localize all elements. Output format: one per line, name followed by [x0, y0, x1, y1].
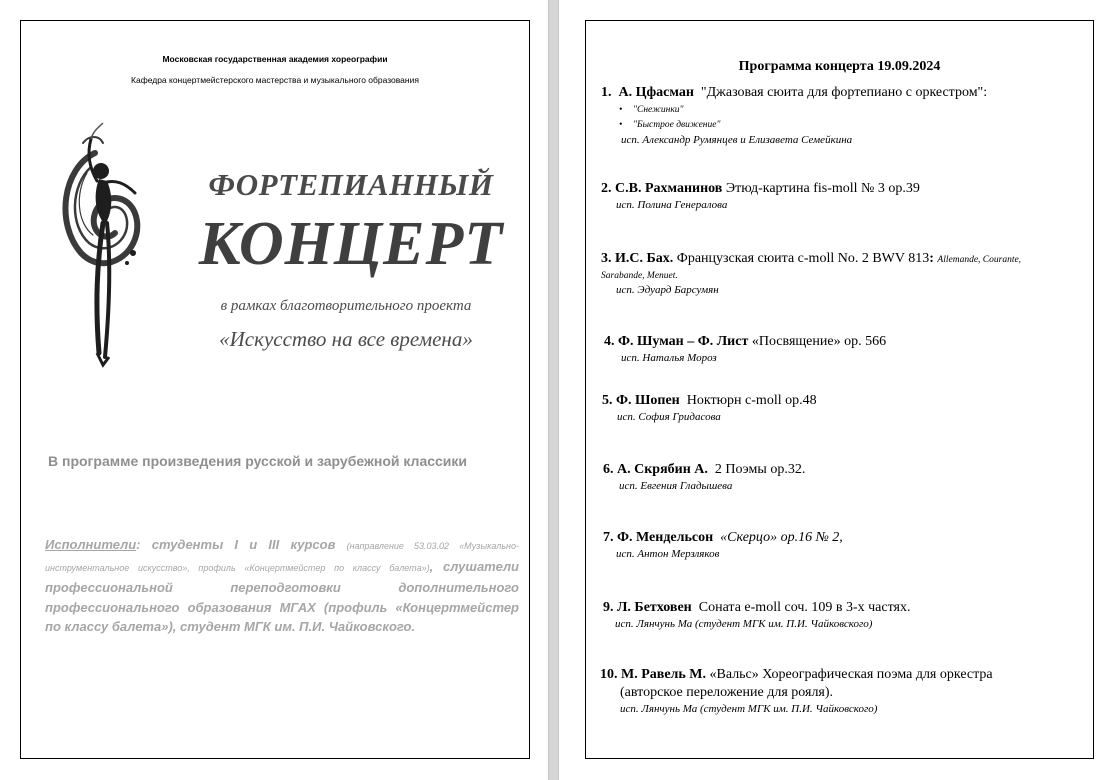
- ballerina-treble-clef-image: [33, 113, 173, 375]
- program-item: [601, 84, 987, 148]
- composer-name: А. Скрябин А.: [617, 462, 708, 477]
- program-item: [600, 666, 993, 717]
- work-title: «Вальс» Хореографическая поэма для оркестра: [709, 667, 993, 682]
- composer-name: М. Равель М.: [621, 667, 707, 682]
- program-item: [604, 333, 886, 366]
- poster-subtitle: в рамках благотворительного проекта: [220, 298, 472, 314]
- performer-text: исп. Лянчунь Ма (студент МГК им. П.И. Чайковского): [620, 703, 878, 715]
- work-title: Этюд-картина fis-moll № 3 op.39: [725, 181, 920, 196]
- composer-name: И.С. Бах.: [615, 251, 674, 266]
- performer-text: исп. София Гридасова: [617, 411, 721, 423]
- item-number: 9.: [603, 600, 614, 615]
- program-item: [603, 529, 843, 562]
- poster-title-line2: КОНЦЕРТ: [198, 210, 504, 278]
- item-number: 10.: [600, 667, 618, 682]
- performer-text: исп. Лянчунь Ма (студент МГК им. П.И. Чайковского): [615, 618, 873, 630]
- program-page: [585, 20, 1094, 759]
- page-gap: [549, 0, 558, 780]
- composer-name: Ф. Шуман – Ф. Лист: [618, 334, 749, 349]
- program-item: [601, 180, 920, 213]
- program-item: 3. И.С. Бах. Французская сюита c-moll No. 2 BWV 813: Allemande, Courante, Sarabande, Menuet. исп. Эдуард Барсумян: [601, 251, 1022, 296]
- work-title: Ноктюрн c-moll op.48: [686, 393, 817, 408]
- performers-students: студенты I и III курсов: [140, 537, 347, 552]
- item-number: 1.: [601, 85, 612, 100]
- item-number: 3.: [601, 251, 612, 266]
- performer-text: исп. Евгения Гладышева: [619, 480, 733, 492]
- poster-title-line1: ФОРТЕПИАННЫЙ: [208, 167, 494, 202]
- program-title: Программа концерта 19.09.2024: [738, 59, 941, 74]
- item-number: 7.: [603, 530, 614, 545]
- page-divider: [558, 0, 559, 780]
- item-number: 2.: [601, 181, 612, 196]
- composer-name: Л. Бетховен: [617, 600, 692, 615]
- composer-name: С.В. Рахманинов: [615, 181, 723, 196]
- list-item: • "Снежинки": [619, 105, 684, 115]
- work-title: Французская сюита c-moll No. 2 BWV 813: [676, 251, 930, 266]
- academy-name: Московская государственная академия хореографии: [162, 54, 388, 64]
- performers-direction: (направление 53.03.02 «Музыкально-инструментальное искусство», профиль «Концертмейстер по классу балета»): [45, 541, 520, 573]
- performers-rest: , слушатели профессиональной переподготовки дополнительного профессионального образования МГАХ (профиль «Концертмейстер по классу балета»), студент МГК им. П.И. Чайковского.: [45, 558, 519, 634]
- performers-label: Исполнители: [45, 537, 137, 552]
- composer-name: Ф. Мендельсон: [617, 530, 714, 545]
- performer-text: исп. Наталья Мороз: [621, 352, 717, 364]
- program-item: [603, 599, 911, 632]
- performers-paragraph: [45, 535, 519, 637]
- movements-text: Sarabande, Menuet.: [601, 271, 678, 281]
- program-item: [602, 392, 817, 425]
- movements-text: Allemande, Courante,: [937, 255, 1022, 265]
- performer-text: исп. Полина Генералова: [616, 199, 728, 211]
- poster-page: [20, 20, 530, 759]
- work-title: Соната е-moll соч. 109 в 3-х частях.: [698, 600, 911, 615]
- program-note: В программе произведения русской и зарубежной классики: [48, 453, 468, 469]
- composer-name: Ф. Шопен: [616, 393, 680, 408]
- item-number: 6.: [603, 462, 614, 477]
- program-item: [603, 461, 805, 494]
- work-title: ор.16 № 2,: [780, 530, 843, 545]
- item-number: 5.: [602, 393, 613, 408]
- performer-text: исп. Антон Мерзляков: [616, 548, 720, 560]
- work-title: «Скерцо»: [720, 530, 778, 545]
- composer-name: А. Цфасман: [618, 85, 694, 100]
- performers-colon: :: [136, 537, 141, 552]
- performer-text: исп. Эдуард Барсумян: [616, 284, 719, 296]
- performer-text: исп. Александр Румянцев и Елизавета Семейкина: [621, 134, 853, 146]
- department-name: Кафедра концертмейстерского мастерства и музыкального образования: [131, 75, 419, 85]
- work-title: (авторское переложение для рояля).: [620, 685, 834, 700]
- item-number: 4.: [604, 334, 615, 349]
- work-title: "Джазовая сюита для фортепиано с оркестром":: [700, 85, 988, 100]
- work-title: 2 Поэмы op.32.: [714, 462, 806, 477]
- list-item: • "Быстрое движение": [619, 120, 721, 130]
- project-name: «Искусство на все времена»: [219, 327, 473, 351]
- work-title: «Посвящение» ор. 566: [751, 334, 887, 349]
